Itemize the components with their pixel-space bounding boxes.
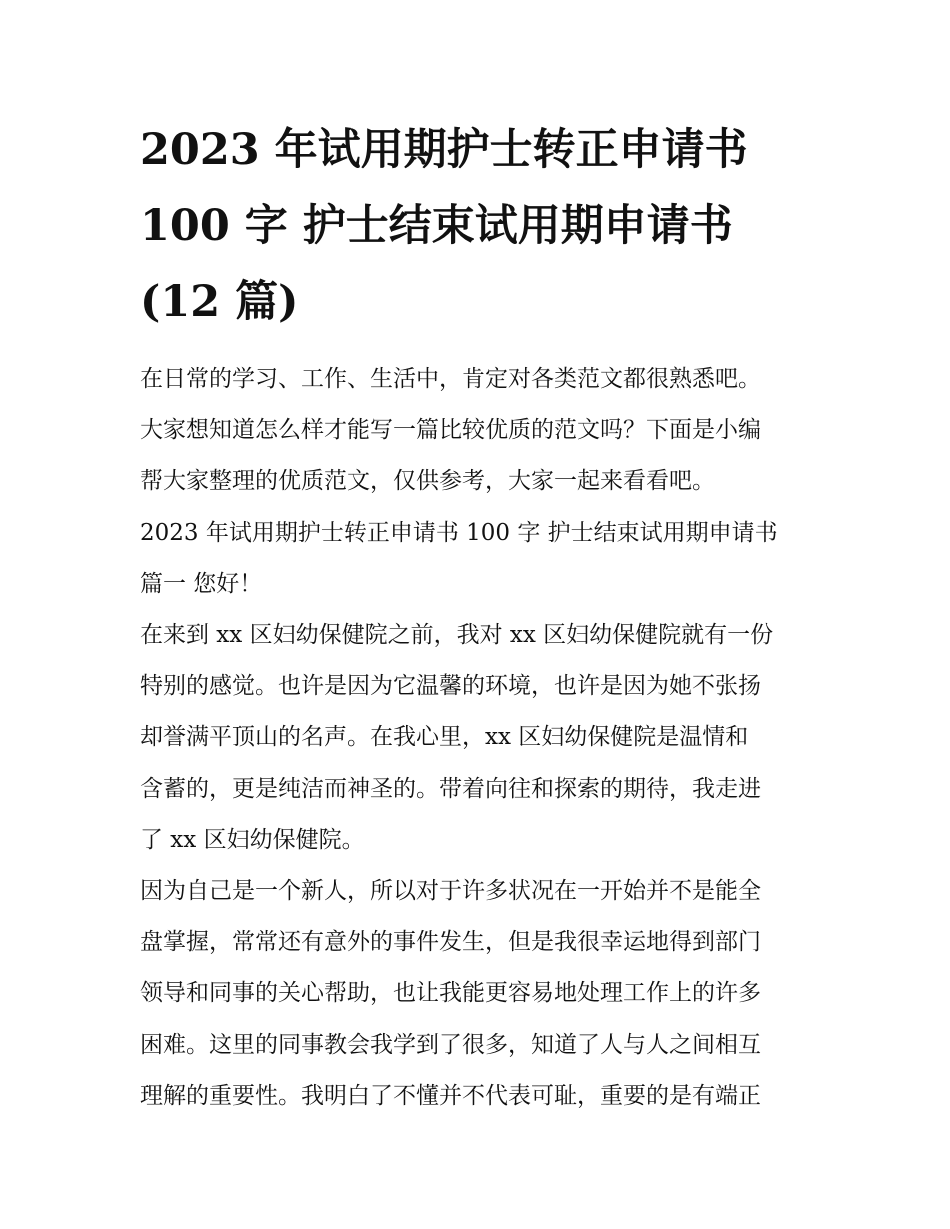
text-line: 理解的重要性。我明白了不懂并不代表可耻，重要的是有端正 [140, 1082, 761, 1109]
title-line: 100 字 护士结束试用期申请书 [140, 201, 733, 251]
text-line: 含蓄的，更是纯洁而神圣的。带着向往和探索的期待，我走进 [140, 775, 761, 802]
text-line: 2023 年试用期护士转正申请书 100 字 护士结束试用期申请书 [140, 519, 778, 546]
body-paragraph-2 [140, 866, 812, 1122]
text-line: 大家想知道怎么样才能写一篇比较优质的范文吗？下面是小编 [140, 417, 761, 444]
text-line: 特别的感觉。也许是因为它温馨的环境，也许是因为她不张扬 [140, 673, 761, 700]
text-line: 在日常的学习、工作、生活中，肯定对各类范文都很熟悉吧。 [140, 366, 761, 392]
title-line: (12 篇) [140, 277, 299, 327]
text-line: 却誉满平顶山的名声。在我心里，xx 区妇幼保健院是温情和 [140, 724, 749, 751]
title-line: 2023 年试用期护士转正申请书 [140, 125, 748, 175]
text-line: 困难。这里的同事教会我学到了很多，知道了人与人之间相互 [140, 1031, 761, 1058]
document-page [140, 112, 812, 1122]
text-line: 篇一 您好！ [140, 570, 263, 597]
text-line: 领导和同事的关心帮助，也让我能更容易地处理工作上的许多 [140, 980, 761, 1007]
intro-paragraph [140, 354, 812, 508]
text-line: 了 xx 区妇幼保健院。 [140, 826, 365, 853]
text-line: 因为自己是一个新人，所以对于许多状况在一开始并不是能全 [140, 878, 761, 905]
text-line: 帮大家整理的优质范文，仅供参考，大家一起来看看吧。 [140, 468, 715, 495]
text-line: 在来到 xx 区妇幼保健院之前，我对 xx 区妇幼保健院就有一份 [140, 622, 774, 649]
body-paragraph-1 [140, 610, 812, 866]
text-line: 盘掌握，常常还有意外的事件发生，但是我很幸运地得到部门 [140, 929, 761, 956]
section-heading [140, 508, 812, 610]
document-title [140, 112, 812, 340]
